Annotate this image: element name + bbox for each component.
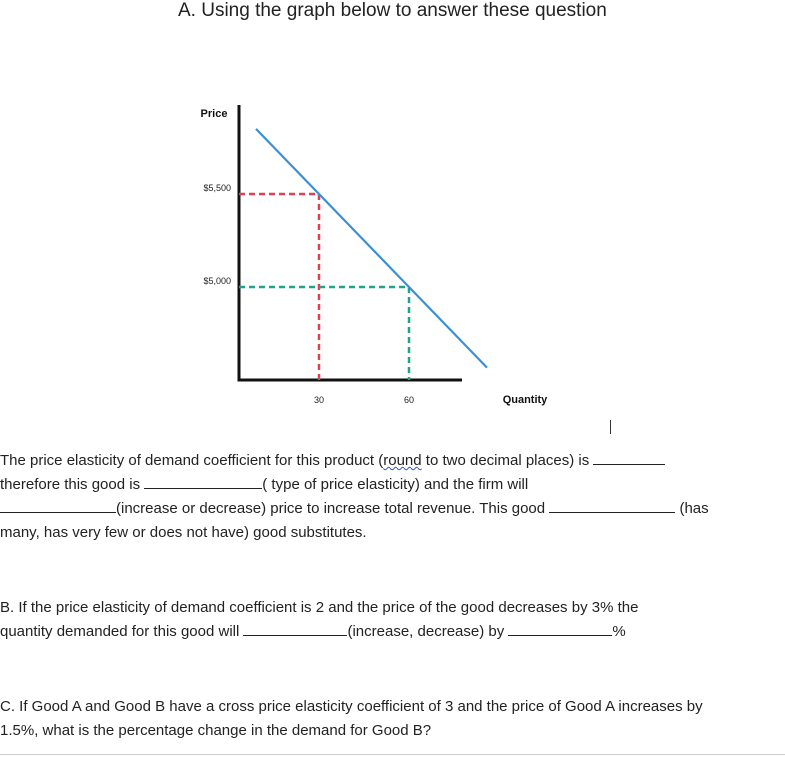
qa-line2-end: ( type of price elasticity) and the firm will [262, 476, 529, 493]
y-axis-label: Price [200, 108, 228, 120]
elasticity-coefficient-blank[interactable] [593, 450, 665, 465]
question-a-line-3 [0, 497, 709, 521]
page-heading: A. Using the graph below to answer these question [178, 0, 607, 21]
x-tick-label-1: 60 [403, 395, 415, 405]
qa-line3-end: (has [679, 500, 709, 517]
question-a-line-2 [0, 473, 528, 497]
quantity-change-direction-blank[interactable] [243, 621, 347, 636]
chart-layer [201, 105, 549, 406]
qb-line2-mid: (increase, decrease) by [347, 623, 505, 640]
question-a-line-4: many, has very few or does not have) good substitutes. [0, 524, 367, 541]
qa-line1-end: to two decimal places) is [421, 452, 590, 469]
question-c-line-1: C. If Good A and Good B have a cross price elasticity coefficient of 3 and the price of Good A increases by [0, 698, 703, 715]
text-cursor [610, 420, 611, 434]
price-change-blank[interactable] [0, 498, 116, 513]
qa-line1-text: The price elasticity of demand coefficient for this product ( [0, 452, 384, 469]
qa-line3-mid: (increase or decrease) price to increase total revenue. This good [116, 500, 546, 517]
question-b-line-1: B. If the price elasticity of demand coefficient is 2 and the price of the good decreases by 3% the [0, 599, 639, 616]
question-a-line-1 [0, 449, 665, 473]
qa-line2-start: therefore this good is [0, 476, 141, 493]
demand-curve [256, 129, 487, 368]
substitutes-blank[interactable] [549, 498, 675, 513]
y-tick-label-1: $5,000 [203, 276, 231, 286]
qb-line2-end: % [612, 623, 626, 640]
bottom-divider [0, 754, 785, 755]
x-axis-label: Quantity [502, 394, 548, 406]
elasticity-type-blank[interactable] [144, 474, 262, 489]
question-b-line-2 [0, 620, 626, 644]
question-c-line-2: 1.5%, what is the percentage change in the demand for Good B? [0, 722, 432, 739]
quantity-change-percent-blank[interactable] [508, 621, 612, 636]
qb-line2-start: quantity demanded for this good will [0, 623, 240, 640]
x-tick-label-0: 30 [313, 395, 325, 405]
qa-line1-wavy: round [383, 452, 422, 469]
y-tick-label-0: $5,500 [203, 183, 231, 193]
